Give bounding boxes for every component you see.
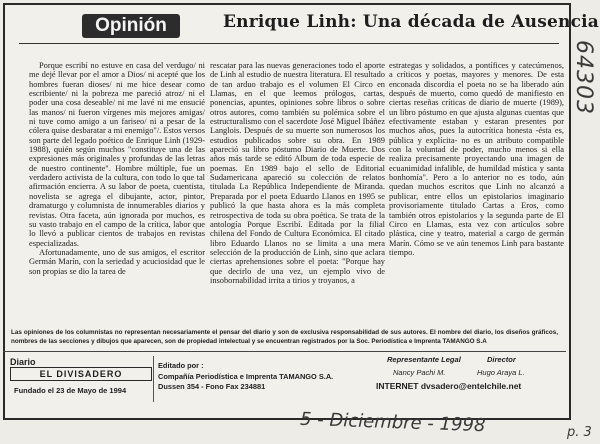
- editor-line: Compañía Periodística e Imprenta TAMANGO S.A.: [158, 371, 334, 381]
- section-badge: Opinión: [82, 14, 180, 38]
- handwritten-date: 5 - Diciembre - 1998: [299, 408, 486, 437]
- headline: Enrique Linh: Una década de Ausencia: [223, 12, 599, 32]
- editor-line: Editado por :: [158, 361, 204, 370]
- paragraph: Porque escribí no estuve en casa del verdugo/ ni me dejé llevar por el amor a Dios/ ni acepté que los hombres fueran dioses/ ni me hice desear como escribiente/ ni la pobreza me pareció atroz/ ni el poder una cosa deseable/ ni me lavé ni me ensucié las manos/ ni fueron vírgenes mis mejores amigas/ ni tuve como amigo a un fariseo/ ni a pesar de la cólera quise desbaratar a mi enemigo"/. Estos versos son parte del legado poético de Enrique Linh (1929-1988), quién según muchos "constituye una de las expresiones más originales y profundas de las letras de nuestro continente". Hombre múltiple, fue un verdadero activista de la cultura, con todo lo que tal afirmación encierra. A su labor de poeta, cuentista, novelista se agrega el dibujante, actor, pintor, dramaturgo y columnista de innumerables diarios y revistas. Otra faceta, aún ignorada por muchos, es su vasto trabajo en el campo de la crítica, labor que lo llevó a publicar cientos de trabajos en revistas especializadas.: [29, 61, 205, 248]
- legal-rep-title: Representante Legal: [387, 355, 461, 364]
- paragraph: rescatar para las nuevas generaciones todo el aporte de Linh al estudio de nuestra literatura. El resultado de tan arduo trabajo es el volumen El Circo en Llamas, en el que leemos prólogos, cartas, ponencias, apuntes, opiniones sobre libros o sobre otros autores, como también su polémica sobre el estructuralismo con el sacerdote José Miguel Ibáñez Langlois. Después de su muerte son numerosos los estudios publicados sobre su obra. En 1989 apareció su libro póstumo Diario de Muerte. Dos años más tarde se editó Album de toda especie de poemas. En 1989 bajo el sello de Editorial Sudamericana apareció su colección de relatos titulada La República Independiente de Miranda. Preparada por el poeta Eduardo Llanos en 1995 se publicó la que hasta ahora es la más completa retrospectiva de toda su obra poética. Se trata de la antología Porque Escribí. Editada por la filial chilena del Fondo de Cultura Económica. El citado libro Eduardo Llanos no se limita a una mera selección de la producción de Linh, sino que aclara ciertas aprehensiones sobre el poeta: "Porque hay que decirlo de una vez, un ejemplo vivo de insobornabilidad irrita a tirios y troyanos, a: [210, 61, 385, 285]
- paragraph: Afortunadamente, uno de sus amigos, el escritor Germán Marín, con la seriedad y acuciosidad que le son propias se dio la tarea de: [29, 247, 205, 276]
- internet-contact: INTERNET dvsadero@entelchile.net: [376, 381, 522, 391]
- article-column-3: [389, 61, 564, 257]
- editor-info: [158, 361, 333, 393]
- disclaimer: Las opiniones de los columnistas no representan necesariamente el pensar del diario y son de exclusiva responsabilidad de sus autores. El nombre del diario, los diseños gráficos, nombres de las secciones y dibujos que aparecen, son de propiedad intelectual y se encuentran registrados por la Soc. Periodística e Imprenta TAMANGO S.A: [11, 329, 558, 345]
- newspaper-name: EL DIVISADERO: [10, 367, 152, 381]
- director-name: Hugo Araya L.: [477, 368, 525, 377]
- handwritten-page: p. 3: [567, 425, 592, 440]
- founded-date: Fundado el 23 de Mayo de 1994: [14, 386, 127, 395]
- legal-rep-name: Nancy Pachi M.: [393, 368, 446, 377]
- article-column-1: [29, 61, 205, 276]
- article-column-2: [210, 61, 385, 285]
- paragraph: estrategas y solidados, a pontífices y catecúmenos, a críticos y poetas, mayores y menores. De esta enconada discordia el poeta no se ha liberado aún después de muerto, como quedó de manifiesto en ciertas reseñas críticas de diario de muerte (1989), un libro póstumo en que ajusta algunas cuentas que efectivamente estaban y estaran presentes por muchos años, pues la autocrítica honesta -ésta es, pública y explícita- no es un atributo compatible con la voluntad de poder, mucho menos si ella realiza precisamente proyectando una imagen de ecuanimidad infalible, de humildad mística y santa bonhomía". Pero a lo anterior no es todo, aún quedan muchos escritos que Linh no alcanzó a publicar, entre ellos un epistolarios imaginario provisoriamente titulado Cartas a Eros, como también otros epistolarios y la segunda parte de El Circo en Llamas, esta vez con artículos sobre plástica, cine y teatro, material a cargo de germán Marín. Cómo se ve aún tenemos Linh para bastante tiempo.: [389, 61, 564, 257]
- divider: [19, 43, 559, 44]
- editor-line: Dussen 354 - Fono Fax 234881: [158, 382, 266, 391]
- masthead-label: Diario: [10, 357, 36, 367]
- divider: [153, 356, 154, 402]
- divider: [3, 351, 566, 352]
- director-title: Director: [487, 355, 516, 364]
- handwritten-id: 64303: [571, 40, 596, 115]
